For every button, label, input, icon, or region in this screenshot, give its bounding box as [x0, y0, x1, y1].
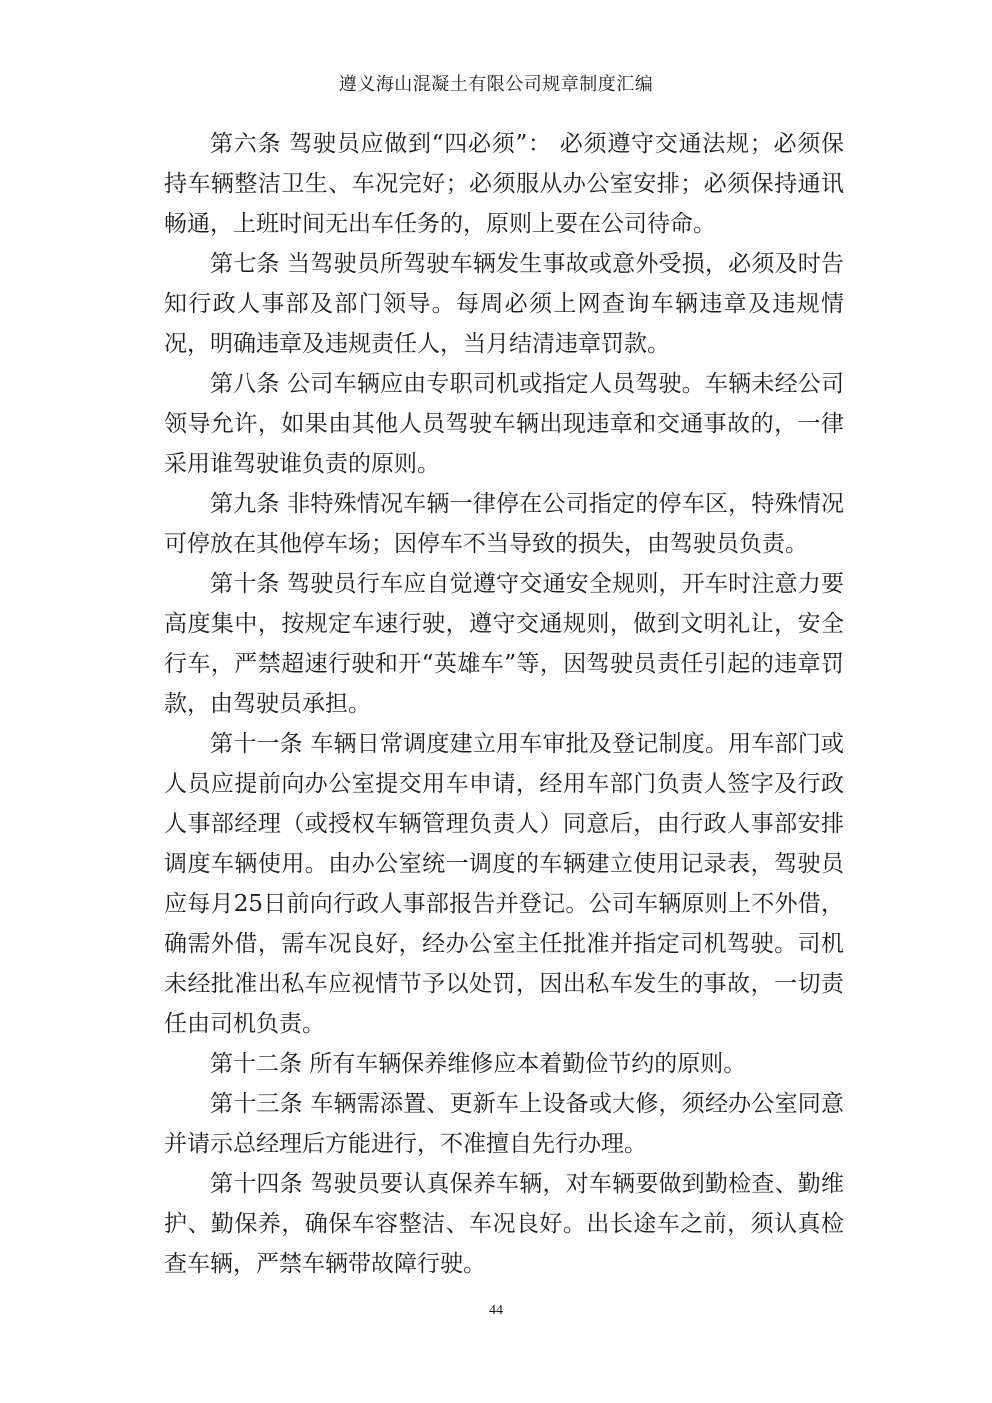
article-13: 第十三条 车辆需添置、更新车上设备或大修，须经办公室同意并请示总经理后方能进行，不准擅自先行办理。 [164, 1091, 844, 1157]
article-14: 第十四条 驾驶员要认真保养车辆，对车辆要做到勤检查、勤维护、勤保养，确保车容整洁、车况良好。出长途车之前，须认真检查车辆，严禁车辆带故障行驶。 [164, 1171, 844, 1277]
article-11: 第十一条 车辆日常调度建立用车审批及登记制度。用车部门或人员应提前向办公室提交用车申请，经用车部门负责人签字及行政人事部经理（或授权车辆管理负责人）同意后，由行政人事部安排调度车辆使用。由办公室统一调度的车辆建立使用记录表，驾驶员应每月25日前向行政人事部报告并登记。公司车辆原则上不外借，确需外借，需车况良好，经办公室主任批准并指定司机驾驶。司机未经批准出私车应视情节予以处罚，因出私车发生的事故，一切责任由司机负责。 [164, 731, 844, 1037]
article-8: 第八条 公司车辆应由专职司机或指定人员驾驶。车辆未经公司领导允许，如果由其他人员驾驶车辆出现违章和交通事故的，一律采用谁驾驶谁负责的原则。 [164, 371, 844, 477]
article-10: 第十条 驾驶员行车应自觉遵守交通安全规则，开车时注意力要高度集中，按规定车速行驶，遵守交通规则，做到文明礼让，安全行车，严禁超速行驶和开“英雄车”等，因驾驶员责任引起的违章罚款，由驾驶员承担。 [164, 571, 844, 717]
page-header-title: 遵义海山混凝土有限公司规章制度汇编 [338, 74, 654, 95]
article-9: 第九条 非特殊情况车辆一律停在公司指定的停车区，特殊情况可停放在其他停车场；因停车不当导致的损失，由驾驶员负责。 [164, 491, 844, 557]
page-number: 44 [489, 1303, 503, 1318]
article-7: 第七条 当驾驶员所驾驶车辆发生事故或意外受损，必须及时告知行政人事部及部门领导。每周必须上网查询车辆违章及违规情况，明确违章及违规责任人，当月结清违章罚款。 [164, 251, 844, 357]
article-12: 第十二条 所有车辆保养维修应本着勤俭节约的原则。 [210, 1051, 747, 1077]
body-text [164, 124, 844, 1284]
article-6: 第六条 驾驶员应做到“四必须”： 必须遵守交通法规；必须保持车辆整洁卫生、车况完好；必须服从办公室安排；必须保持通讯畅通，上班时间无出车任务的，原则上要在公司待命。 [164, 131, 844, 237]
